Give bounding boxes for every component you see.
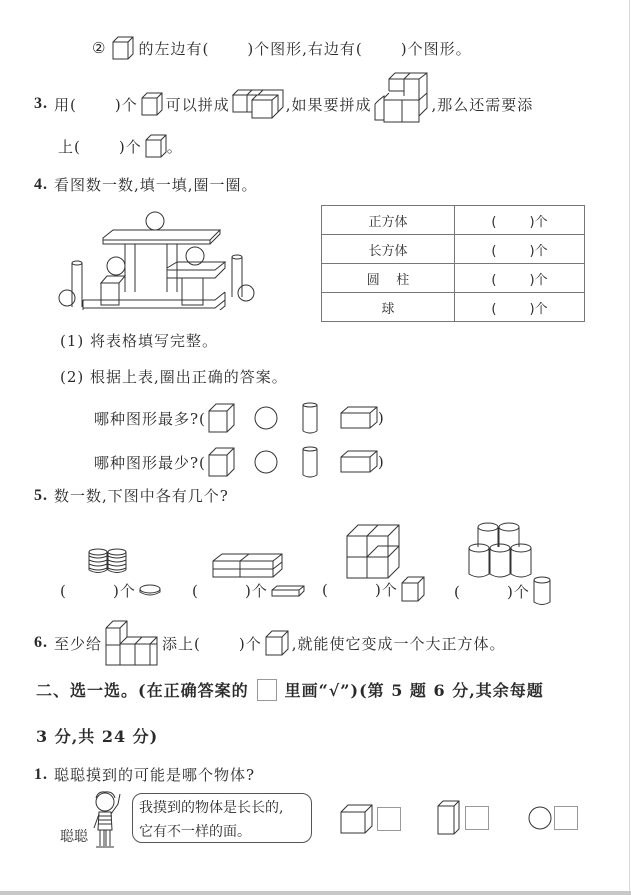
q5-answer-4 — [454, 576, 551, 606]
section2-heading-line1 — [36, 678, 544, 701]
question-number: 1. — [34, 765, 48, 783]
section2-heading: 二、选一选。(在正确答案的 — [36, 681, 249, 700]
table-row — [322, 293, 585, 322]
q4-sub2-text: (2) 根据上表,圈出正确的答案。 — [60, 368, 288, 386]
option-cuboid — [437, 800, 489, 836]
q6-line — [34, 620, 506, 666]
option-sphere — [528, 805, 578, 831]
question-number: 3. — [34, 95, 48, 112]
answer-blank[interactable]: ( )个 — [60, 582, 136, 600]
cylinder-icon — [533, 576, 551, 606]
q4-title: 看图数一数,填一填,圈一圈。 — [54, 176, 258, 194]
q5-title: 数一数,下图中各有几个? — [54, 487, 229, 505]
shape-name-cell: 正方体 — [322, 206, 455, 235]
q3-line1 — [34, 84, 533, 124]
cube-icon — [145, 134, 167, 158]
q2-sub-line — [92, 36, 472, 60]
cuboid-icon — [271, 585, 305, 597]
q2-text-left: 的左边有( — [138, 39, 210, 58]
q5-answer-2 — [192, 580, 305, 601]
stacked-coins-figure — [88, 548, 128, 576]
question-number: 5. — [34, 486, 48, 504]
checkbox-sample-icon — [257, 679, 277, 701]
q6-text: )个 — [238, 634, 262, 653]
close-paren: ) — [377, 409, 385, 427]
q3-text: 上( — [58, 137, 81, 156]
answer-blank[interactable]: ( )个 — [454, 582, 530, 601]
character-name-label: 聪聪 — [60, 829, 88, 845]
q6-text: 至少给 — [54, 634, 103, 653]
q3-text: )个 — [118, 137, 142, 156]
speech-bubble — [132, 793, 312, 843]
section2-heading-line2 — [36, 724, 158, 747]
least-question: 哪种图形最少?( — [94, 453, 206, 472]
boy-character-illustration — [90, 790, 130, 852]
q3-text: ,那么还需要添 — [431, 95, 534, 114]
count-answer-cell[interactable]: ( )个 — [455, 264, 585, 293]
cuboid-option-icon[interactable] — [340, 450, 378, 474]
l-shaped-cubes-icon — [105, 620, 159, 666]
count-answer-cell[interactable]: ( )个 — [455, 293, 585, 322]
coin-icon — [139, 584, 161, 598]
table-row — [322, 206, 585, 235]
shape-name-cell: 球 — [322, 293, 455, 322]
tall-cuboid-icon — [437, 800, 461, 836]
count-answer-cell[interactable]: ( )个 — [455, 235, 585, 264]
bottom-edge-bar — [0, 891, 631, 895]
q4-least-line — [94, 446, 385, 478]
cube-option-icon[interactable] — [208, 403, 236, 433]
q5-title-line — [34, 485, 229, 506]
stacked-cuboids-figure — [212, 553, 284, 579]
q2-text-end: )个图形。 — [400, 39, 472, 58]
q3-line2 — [58, 134, 183, 158]
three-cubes-shape-icon — [232, 89, 284, 119]
q4-sub1 — [60, 330, 218, 351]
stacked-cylinders-figure — [468, 520, 532, 582]
table-row — [322, 235, 585, 264]
q5-answer-1 — [60, 580, 161, 601]
s2q1-title: 聪聪摸到的可能是哪个物体? — [54, 766, 256, 784]
count-answer-cell[interactable]: ( )个 — [455, 206, 585, 235]
cube-option-icon[interactable] — [208, 447, 236, 477]
shape-name-cell: 圆 柱 — [322, 264, 455, 293]
q4-sub1-text: (1) 将表格填写完整。 — [60, 332, 219, 350]
most-question: 哪种图形最多?( — [94, 409, 206, 428]
question-number: 4. — [34, 175, 48, 193]
q6-text: ,就能使它变成一个大正方体。 — [291, 634, 506, 653]
q6-text: 添上( — [162, 634, 201, 653]
q4-sub2 — [60, 366, 288, 387]
cube-icon — [141, 92, 163, 116]
s2q1-title-line — [34, 764, 255, 785]
cylinder-option-icon[interactable] — [302, 402, 318, 434]
table-row — [322, 264, 585, 293]
section2-heading: 里画“√”)(第 5 题 6 分,其余每题 — [284, 681, 544, 700]
answer-checkbox[interactable] — [465, 806, 489, 830]
close-paren: ) — [377, 453, 385, 471]
cylinder-option-icon[interactable] — [302, 446, 318, 478]
q3-text: 用( — [54, 95, 77, 114]
sphere-icon — [528, 805, 552, 831]
cube-icon — [112, 36, 134, 60]
section2-heading: 3 分,共 24 分) — [36, 727, 159, 746]
q4-title-line — [34, 174, 258, 195]
shape-name-cell: 长方体 — [322, 235, 455, 264]
stacked-cubes-shape-icon — [374, 72, 430, 124]
answer-checkbox[interactable] — [377, 807, 401, 831]
circled-number: ② — [92, 39, 107, 57]
question-number: 6. — [34, 634, 48, 651]
q4-most-line — [94, 402, 385, 434]
cuboid-option-icon[interactable] — [340, 406, 378, 430]
q3-text: 可以拼成 — [165, 95, 230, 114]
sphere-option-icon[interactable] — [254, 405, 278, 431]
option-cube — [340, 804, 401, 834]
q3-text: )个 — [114, 95, 138, 114]
q2-text-right: )个图形,右边有( — [247, 39, 363, 58]
q3-text: ,如果要拼成 — [285, 95, 372, 114]
speech-line: 我摸到的物体是长长的, — [139, 800, 284, 816]
q5-answer-3 — [322, 576, 425, 602]
q3-text: 。 — [166, 137, 183, 156]
answer-blank[interactable]: ( )个 — [322, 580, 398, 599]
shape-count-table — [321, 205, 585, 322]
stacked-cubes-figure — [346, 524, 400, 580]
answer-blank[interactable]: ( )个 — [192, 582, 268, 600]
speech-line: 它有不一样的面。 — [139, 824, 251, 840]
cube-icon — [265, 630, 289, 656]
building-blocks-diagram — [55, 210, 255, 310]
cube-icon — [401, 576, 425, 602]
sphere-option-icon[interactable] — [254, 449, 278, 475]
cube-icon — [340, 804, 374, 834]
answer-checkbox[interactable] — [554, 806, 578, 830]
